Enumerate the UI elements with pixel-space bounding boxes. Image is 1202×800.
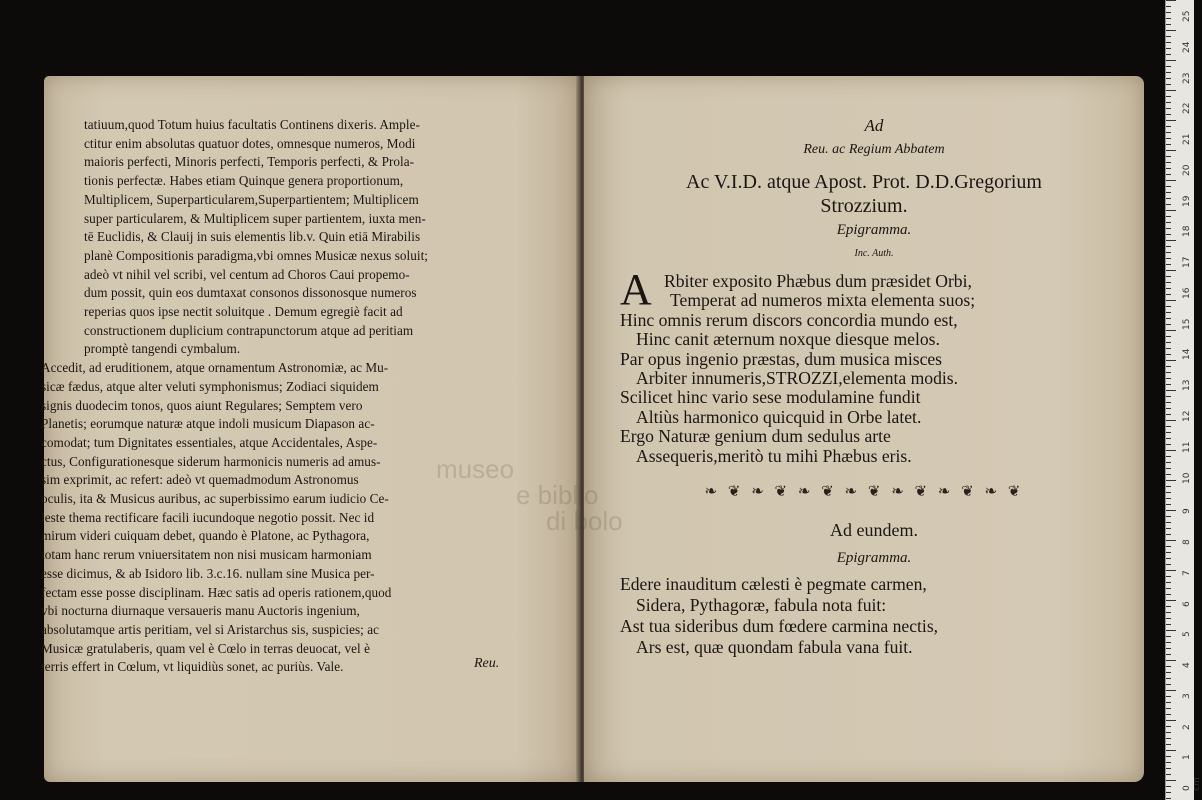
ruler-tick xyxy=(1166,684,1171,685)
ruler-tick xyxy=(1166,258,1171,259)
poem-line: Ars est, quæ quondam fabula vana fuit. xyxy=(636,637,913,657)
ruler-number: 12 xyxy=(1182,410,1192,422)
open-book xyxy=(41,76,1148,782)
text-line: maioris perfecti, Minoris perfecti, Temporis perfecti, & Prola- xyxy=(84,154,415,170)
ruler-tick xyxy=(1166,396,1171,397)
text-line: dum possit, quin eos dumtaxat consonos dissonosque numeros xyxy=(84,285,417,301)
ruler-tick xyxy=(1166,204,1171,205)
ruler-tick xyxy=(1166,72,1171,73)
poem-line: Arbiter innumeris,STROZZI,elementa modis. xyxy=(636,368,958,389)
paragraph-2 xyxy=(41,359,536,677)
poem-line: Rbiter exposito Phæbus dum præsidet Orbi, xyxy=(664,271,972,291)
ruler-tick xyxy=(1166,330,1176,331)
ruler-tick xyxy=(1166,180,1176,181)
poem-line: Scilicet hinc vario sese modulamine fundit xyxy=(620,387,921,408)
text-line: reperias quos ipse nectit soluitque . Demum egregiè facit ad xyxy=(84,304,403,320)
ruler-tick xyxy=(1166,570,1176,571)
poem-line: Hinc canit æternum noxque diesque melos. xyxy=(636,329,940,350)
ruler-tick xyxy=(1166,780,1176,781)
ruler-number: 19 xyxy=(1182,195,1192,207)
ruler-tick xyxy=(1166,624,1171,625)
ruler-tick xyxy=(1166,126,1171,127)
ruler-tick xyxy=(1166,216,1171,217)
right-page xyxy=(584,76,1144,782)
ruler-tick xyxy=(1166,528,1171,529)
ruler-number: 16 xyxy=(1182,287,1192,299)
ruler-tick xyxy=(1166,228,1171,229)
ruler-tick xyxy=(1166,798,1171,799)
text-line: tatiuum,quod Totum huius facultatis Continens dixeris. Ample- xyxy=(84,117,420,132)
ruler-number: 23 xyxy=(1182,72,1192,84)
ruler-tick xyxy=(1166,234,1171,235)
ruler-tick xyxy=(1166,96,1171,97)
ruler-tick xyxy=(1166,648,1171,649)
ruler-tick xyxy=(1166,252,1171,253)
ruler-tick xyxy=(1166,552,1171,553)
ruler-number: 20 xyxy=(1182,164,1192,176)
ruler-tick xyxy=(1166,582,1171,583)
ruler-tick xyxy=(1166,642,1171,643)
ruler-tick xyxy=(1166,186,1171,187)
text-line: Musicæ gratulaberis, quam vel è Cœlo in terras deuocat, vel è xyxy=(41,640,370,656)
text-line: signis duodecim tonos, quos aiunt Regulares; Semptem vero xyxy=(41,397,363,413)
poem-line: Edere inauditum cælesti è pegmate carmen, xyxy=(620,574,927,594)
ruler-number: 1 xyxy=(1182,754,1192,761)
ruler-number: 21 xyxy=(1182,133,1192,146)
ruler-tick xyxy=(1166,198,1171,199)
ruler-tick xyxy=(1166,150,1176,151)
ruler-tick xyxy=(1166,720,1176,721)
ruler-tick xyxy=(1166,732,1171,733)
ruler-tick xyxy=(1166,144,1171,145)
ruler-tick xyxy=(1166,438,1171,439)
ruler-number: 6 xyxy=(1182,600,1192,607)
ruler-tick xyxy=(1166,762,1171,763)
ruler-tick xyxy=(1166,354,1171,355)
ruler-tick xyxy=(1166,348,1171,349)
ruler-tick xyxy=(1166,300,1176,301)
ruler-tick xyxy=(1166,0,1176,1)
ruler-tick xyxy=(1166,78,1171,79)
heading-ad-eundem: Ad eundem. xyxy=(830,520,918,540)
text-line: terris effert in Cœlum, vt liquidiùs sonet, ac puriùs. Vale. xyxy=(41,659,344,675)
ruler-tick xyxy=(1166,282,1171,283)
ruler-tick xyxy=(1166,318,1171,319)
ruler-tick xyxy=(1166,426,1171,427)
poem-line: Assequeris,meritò tu mihi Phæbus eris. xyxy=(636,445,912,466)
ruler-tick xyxy=(1166,336,1171,337)
ruler-tick xyxy=(1166,636,1171,637)
ruler-tick xyxy=(1166,156,1171,157)
text-line: leste thema rectificare facili iucundoque negotio possit. Nec id xyxy=(41,509,375,525)
ruler-tick xyxy=(1166,420,1176,421)
ruler-tick xyxy=(1166,102,1171,103)
ruler-tick xyxy=(1166,480,1176,481)
ruler-tick xyxy=(1166,294,1171,295)
ruler-tick xyxy=(1166,468,1171,469)
ruler-tick xyxy=(1166,408,1171,409)
ruler-tick xyxy=(1166,162,1171,163)
ruler-number: 11 xyxy=(1182,441,1192,453)
text-line: Accedit, ad eruditionem, atque ornamentum Astronomiæ, ac Mu- xyxy=(41,360,389,376)
ruler-tick xyxy=(1166,264,1171,265)
ruler-tick xyxy=(1166,696,1171,697)
ruler-tick xyxy=(1166,270,1176,271)
text-line: promptè tangendi cymbalum. xyxy=(84,341,241,357)
ruler-number: 2 xyxy=(1182,723,1192,730)
ruler-number: 8 xyxy=(1182,539,1192,546)
ruler-tick xyxy=(1166,324,1171,325)
ruler-number: 4 xyxy=(1182,662,1192,669)
poem-line: Ergo Naturæ genium dum sedulus arte xyxy=(620,426,891,447)
ruler-tick xyxy=(1166,768,1171,769)
ruler-tick xyxy=(1166,240,1176,241)
ruler-tick xyxy=(1166,48,1171,49)
ruler-number: 5 xyxy=(1182,631,1192,638)
heading-main-line-1: Ac V.I.D. atque Apost. Prot. D.D.Gregorium xyxy=(686,171,1042,193)
text-line: oculis, ita & Musicus auribus, ac superbissimo earum iudicio Ce- xyxy=(41,491,389,507)
text-line: sim exprimit, ac refert: adeò vt quemadmodum Astronomus xyxy=(41,472,359,488)
ruler-tick xyxy=(1166,402,1171,403)
ruler-number: 22 xyxy=(1182,102,1192,115)
ruler-number: 9 xyxy=(1182,508,1192,515)
ruler-tick xyxy=(1166,690,1176,691)
poem-2 xyxy=(620,574,1110,658)
text-line: vbi nocturna diurnaque versaueris manu Auctoris ingenium, xyxy=(41,603,360,619)
ruler-tick xyxy=(1166,276,1171,277)
ruler-tick xyxy=(1166,756,1171,757)
heading-ad: Ad xyxy=(864,116,884,135)
ruler-tick xyxy=(1166,534,1171,535)
epigramma-heading-1: Epigramma. xyxy=(836,222,912,238)
text-line: planè Compositionis paradigma,vbi omnes Musicæ nexus soluit; xyxy=(84,247,429,263)
ruler-tick xyxy=(1166,672,1171,673)
ruler-tick xyxy=(1166,366,1171,367)
ruler-tick xyxy=(1166,192,1171,193)
ruler-tick xyxy=(1166,744,1171,745)
left-page xyxy=(41,76,580,782)
text-line: esse dicimus, & ab Isidoro lib. 3.c.16. nullam sine Musica per- xyxy=(41,565,375,581)
ruler-tick xyxy=(1166,606,1171,607)
ruler-tick xyxy=(1166,312,1171,313)
epigramma-heading-2: Epigramma. xyxy=(836,550,912,566)
ruler-tick xyxy=(1166,486,1171,487)
ruler-number: 14 xyxy=(1182,349,1192,361)
ruler-tick xyxy=(1166,654,1171,655)
ruler-number: 25 xyxy=(1182,10,1192,22)
ruler-tick xyxy=(1166,492,1171,493)
text-line: constructionem duplicium contrapunctorum atque ad peritiam xyxy=(84,322,414,338)
text-line: absolutamque artis peritiam, vel si Aristarchus sis, suspicies; ac xyxy=(41,621,380,637)
ruler-tick xyxy=(1166,456,1171,457)
ruler-tick xyxy=(1166,54,1171,55)
ruler-tick xyxy=(1166,510,1176,511)
ruler-tick xyxy=(1166,702,1171,703)
poem-line: Hinc omnis rerum discors concordia mundo est, xyxy=(620,309,958,330)
ruler-tick xyxy=(1166,42,1171,43)
ruler-tick xyxy=(1166,618,1171,619)
text-line: sicæ fædus, atque alter veluti symphonismus; Zodiaci siquidem xyxy=(41,378,379,394)
text-line: tē Euclidis, & Clauij in suis elementis lib.v. Quin etiā Mirabilis xyxy=(84,229,421,245)
ruler-tick xyxy=(1166,372,1171,373)
ruler-tick xyxy=(1166,84,1171,85)
ruler-tick xyxy=(1166,108,1171,109)
ruler-tick xyxy=(1166,540,1176,541)
ruler-tick xyxy=(1166,750,1176,751)
ruler-tick xyxy=(1166,342,1171,343)
poem-line: Ast tua sideribus dum fœdere carmina nectis, xyxy=(620,616,939,636)
text-line: super particularem, & Multiplicem super partientem, iuxta men- xyxy=(84,210,426,226)
ruler-tick xyxy=(1166,666,1171,667)
inc-auth-label: Inc. Auth. xyxy=(854,248,894,259)
heading-main-line-2: Strozzium. xyxy=(820,195,908,217)
ruler-tick xyxy=(1166,120,1176,121)
ruler-tick xyxy=(1166,522,1171,523)
ruler-tick xyxy=(1166,24,1171,25)
paragraph-1 xyxy=(84,116,536,359)
left-page-text xyxy=(41,116,536,677)
ruler-tick xyxy=(1166,774,1171,775)
ruler-tick xyxy=(1166,174,1171,175)
ruler-tick xyxy=(1166,306,1171,307)
ruler-tick xyxy=(1166,210,1176,211)
text-line: comodat; tum Dignitates essentiales, atque Accidentales, Aspe- xyxy=(41,434,378,450)
ruler-tick xyxy=(1166,600,1176,601)
ruler-tick xyxy=(1166,588,1171,589)
text-line: totam hanc rerum vniuersitatem non nisi musicam harmoniam xyxy=(41,547,372,563)
ruler-tick xyxy=(1166,168,1171,169)
heading-main xyxy=(604,170,1124,218)
text-line: Multiplicem, Superparticularem,Superpartientem; Multiplicem xyxy=(84,191,419,207)
ruler-tick xyxy=(1166,18,1171,19)
ruler-tick xyxy=(1166,450,1176,451)
poem-line: Sidera, Pythagoræ, fabula nota fuit: xyxy=(636,595,887,615)
ruler-number: 13 xyxy=(1182,379,1192,392)
ruler-tick xyxy=(1166,60,1176,61)
catchword: Reu. xyxy=(474,656,500,671)
ruler-tick xyxy=(1166,6,1171,7)
ruler-tick xyxy=(1166,546,1171,547)
ruler-tick xyxy=(1166,726,1171,727)
text-line: Planetis; eorumque naturæ atque indoli musicum Diapason ac- xyxy=(41,416,375,432)
ruler-number: 15 xyxy=(1182,318,1192,330)
text-line: adeò vt nihil vel scribi, vel centum ad Choros Caui propemo- xyxy=(84,266,410,282)
ruler-number: 7 xyxy=(1182,570,1192,576)
ornament-divider: ❧ ❦ ❧ ❦ ❧ ❦ ❧ ❦ ❧ ❦ ❧ ❦ ❧ ❦ xyxy=(704,482,1024,500)
ruler-tick xyxy=(1166,612,1171,613)
ruler-tick xyxy=(1166,12,1171,13)
ruler-tick xyxy=(1166,30,1176,31)
ruler-tick xyxy=(1166,132,1171,133)
ruler-tick xyxy=(1166,90,1176,91)
ruler-number: 3 xyxy=(1182,693,1192,699)
ruler-tick xyxy=(1166,498,1171,499)
ruler-tick xyxy=(1166,414,1171,415)
ruler-tick xyxy=(1166,384,1171,385)
ruler-tick xyxy=(1166,360,1176,361)
ruler-tick xyxy=(1166,660,1176,661)
ruler-tick xyxy=(1166,516,1171,517)
poem-line: Temperat ad numeros mixta elementa suos; xyxy=(670,290,976,311)
ruler-tick xyxy=(1166,708,1171,709)
ruler-tick xyxy=(1166,576,1171,577)
ruler-tick xyxy=(1166,390,1176,391)
ruler-tick xyxy=(1166,474,1171,475)
ruler-number: 18 xyxy=(1182,225,1192,238)
text-line: tionis perfectæ. Habes etiam Quinque genera proportionum, xyxy=(84,173,404,189)
ruler-tick xyxy=(1166,792,1171,793)
ruler-tick xyxy=(1166,222,1171,223)
text-line: ctus, Configurationesque siderum harmonicis numeris ad amus- xyxy=(41,453,381,469)
ruler-number: 10 xyxy=(1182,472,1192,484)
poem-1 xyxy=(620,265,1110,466)
ruler-tick xyxy=(1166,714,1171,715)
ruler-tick xyxy=(1166,630,1176,631)
ruler-number: 17 xyxy=(1182,256,1192,269)
measurement-ruler xyxy=(1165,0,1202,800)
poem-line: Altiùs harmonico quicquid in Orbe latet. xyxy=(636,406,922,427)
ruler-tick xyxy=(1166,564,1171,565)
ruler-tick xyxy=(1166,444,1171,445)
ruler-tick xyxy=(1166,786,1171,787)
ruler-tick xyxy=(1166,432,1171,433)
ruler-tick xyxy=(1166,504,1171,505)
text-line: fectam esse posse disciplinam. Hæc satis ad operis rationem,quod xyxy=(41,584,392,600)
ruler-tick xyxy=(1166,594,1171,595)
drop-cap: A xyxy=(620,265,652,314)
ruler-tick xyxy=(1166,378,1171,379)
ruler-tick xyxy=(1166,114,1171,115)
ruler-tick xyxy=(1166,288,1171,289)
text-line: mirum videri cuiquam debet, quando è Platone, ac Pythagora, xyxy=(41,528,370,544)
ruler-tick xyxy=(1166,138,1171,139)
ruler-tick xyxy=(1166,66,1171,67)
ruler-tick xyxy=(1166,36,1171,37)
ruler-tick xyxy=(1166,558,1171,559)
poem-line: Par opus ingenio præstas, dum musica misces xyxy=(620,348,943,369)
ruler-number: 0 cm xyxy=(1182,777,1202,792)
heading-reu: Reu. ac Regium Abbatem xyxy=(803,142,945,157)
ruler-number: 24 xyxy=(1182,41,1192,53)
ruler-tick xyxy=(1166,462,1171,463)
text-line: ctitur enim absolutas quatuor dotes, omnesque numeros, Modi xyxy=(84,135,416,151)
ruler-tick xyxy=(1166,678,1171,679)
ruler-tick xyxy=(1166,246,1171,247)
ruler-tick xyxy=(1166,738,1171,739)
